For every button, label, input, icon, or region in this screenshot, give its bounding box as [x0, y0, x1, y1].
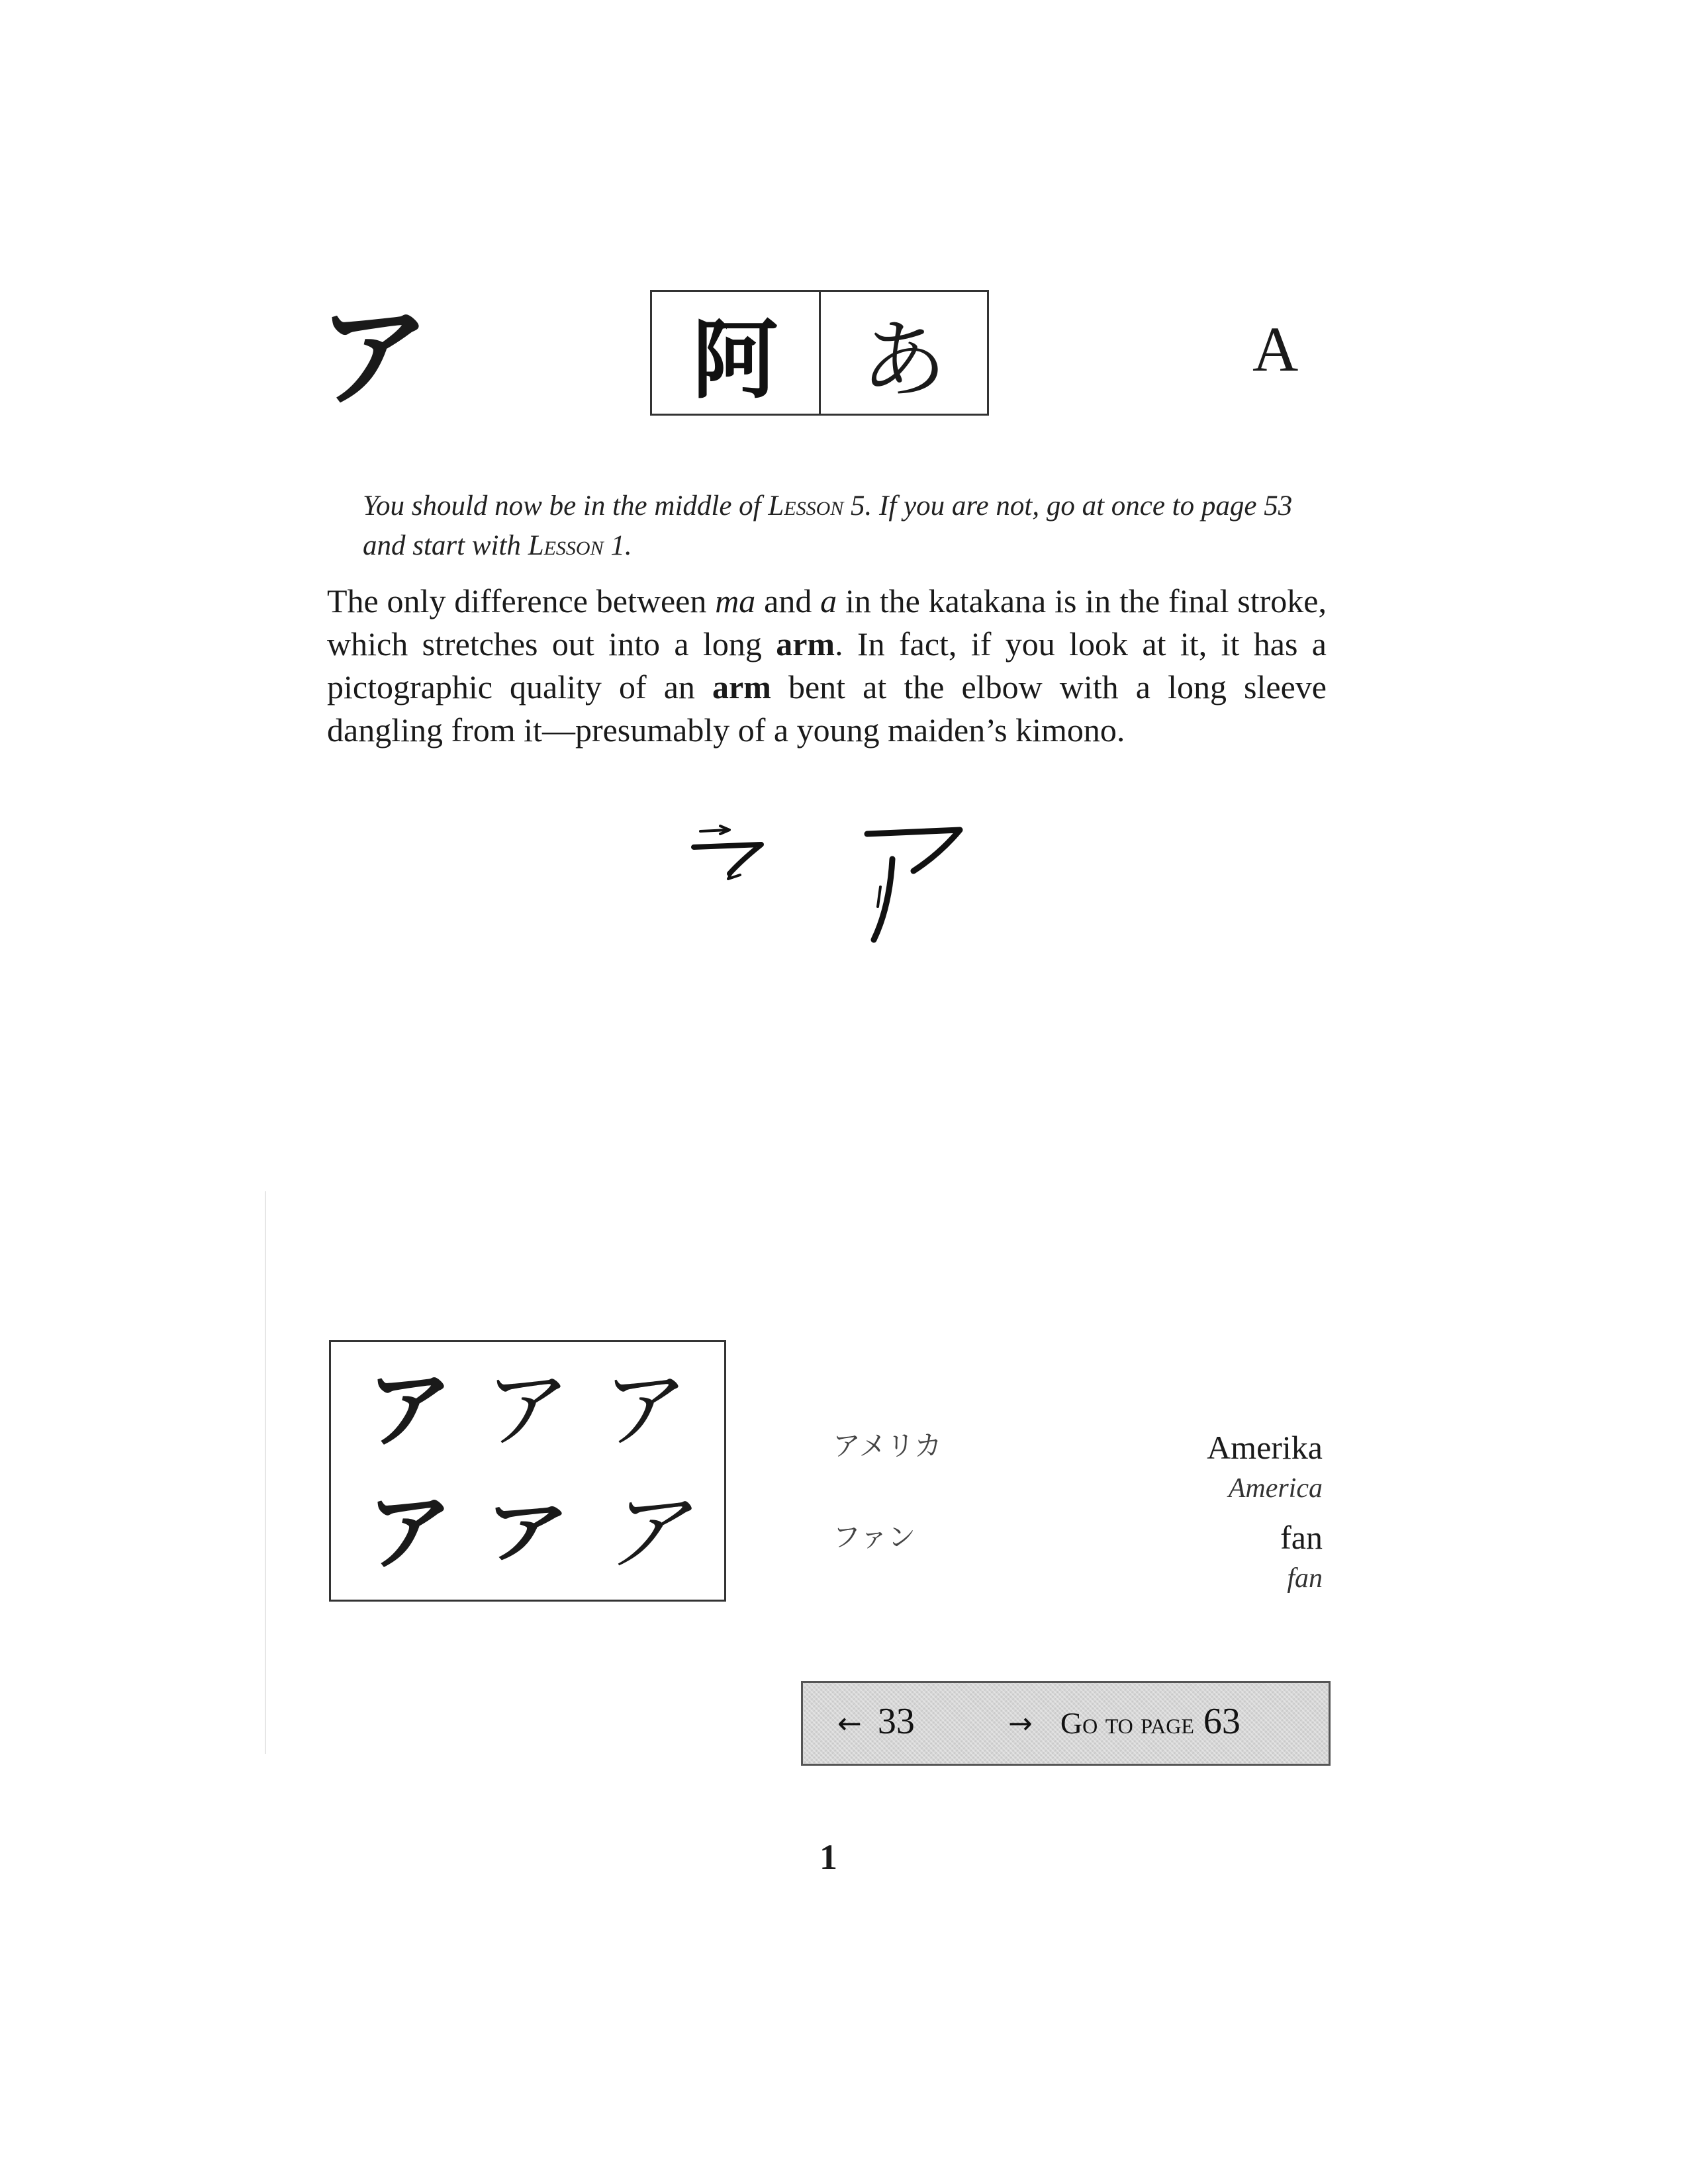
lesson-note: You should now be in the middle of Lesson 5. If you are not, go at once to page 53 and start with Lesson 1. — [363, 490, 1293, 561]
stroke-1-diagram — [694, 826, 761, 879]
left-arrow-icon: ← — [837, 1707, 862, 1741]
katakana-character: ア — [318, 292, 431, 423]
variant-glyph: ア — [602, 1481, 688, 1582]
variant-glyph: ア — [602, 1359, 688, 1461]
margin-shadow — [265, 1191, 266, 1754]
previous-page-number: 33 — [877, 1701, 915, 1742]
previous-page-link[interactable] — [837, 1703, 915, 1740]
next-page-number: 63 — [1203, 1701, 1241, 1742]
vocab-gloss: fan — [1287, 1563, 1323, 1594]
lesson-start: Lesson 1 — [528, 530, 625, 561]
variant-glyph: ア — [366, 1359, 453, 1461]
character-variants-box — [329, 1340, 726, 1602]
vocab-romaji: Amerika — [1207, 1429, 1323, 1466]
go-to-page-label: Go to page — [1060, 1706, 1194, 1740]
variant-glyph: ア — [484, 1491, 571, 1572]
variant-glyph: ア — [366, 1481, 453, 1582]
origin-box — [650, 290, 989, 416]
stroke-2-diagram — [867, 830, 960, 940]
right-arrow-icon: → — [1008, 1707, 1033, 1741]
vocab-romaji: fan — [1280, 1519, 1323, 1556]
body-paragraph: The only difference between ma and a in the katakana is in the final stroke, which stretches out into a long arm. In fact, if you look at it, it has a pictographic quality of an arm bent at the elbow with a long sleeve dangling from it—presumably of a young maiden’s kimono. — [327, 582, 1327, 749]
romaji-label: A — [1252, 314, 1299, 385]
origin-kanji: 阿 — [692, 309, 778, 410]
vocab-japanese: ファン — [833, 1521, 916, 1553]
vocab-gloss: America — [1228, 1473, 1323, 1504]
page-number: 1 — [820, 1837, 837, 1877]
page-navigation-bar — [801, 1681, 1331, 1766]
stroke-order-diagram — [682, 807, 986, 953]
variant-glyph: ア — [484, 1359, 571, 1461]
lesson-current: Lesson 5 — [768, 490, 865, 522]
go-to-page-link[interactable] — [1008, 1703, 1241, 1740]
origin-hiragana: あ — [819, 292, 988, 414]
vocab-japanese: アメリカ — [833, 1430, 943, 1462]
